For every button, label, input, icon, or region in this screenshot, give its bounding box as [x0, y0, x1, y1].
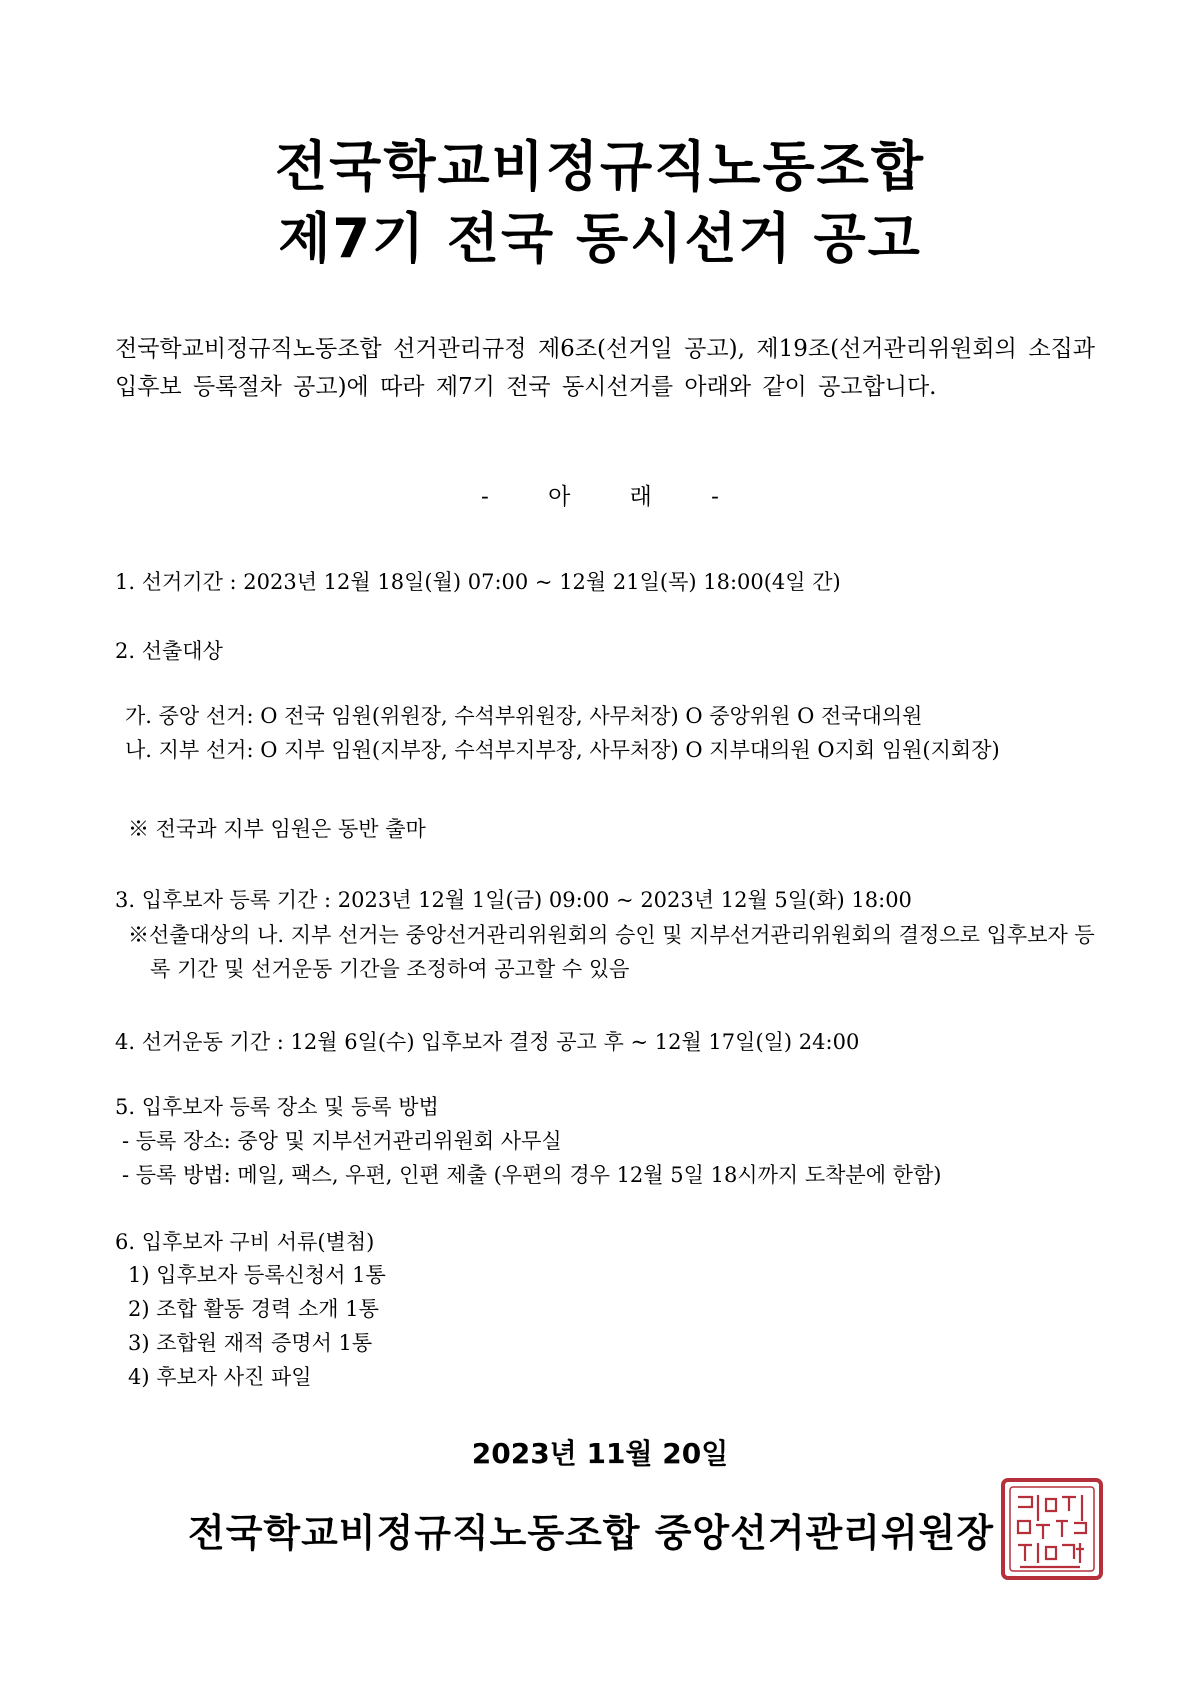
item-docs-heading: 6. 입후보자 구비 서류(별첨): [115, 1230, 375, 1254]
doc-item: 1) 입후보자 등록신청서 1통: [128, 1263, 386, 1287]
doc-item: 3) 조합원 재적 증명서 1통: [128, 1331, 373, 1355]
item-target-central: 가. 중앙 선거: O 전국 임원(위원장, 수석부위원장, 사무처장) O 중앙위원 O 전국대의원: [125, 704, 923, 728]
signature-line: 전국학교비정규직노동조합 중앙선거관리위원장: [188, 1511, 995, 1555]
item-method: - 등록 방법: 메일, 팩스, 우편, 인편 제출 (우편의 경우 12월 5일 18시까지 도착분에 한함): [122, 1163, 942, 1187]
item-place-heading: 5. 입후보자 등록 장소 및 등록 방법: [115, 1095, 439, 1119]
document-title-line2: 제7기 전국 동시선거 공고: [278, 207, 922, 270]
item-target-heading: 2. 선출대상: [115, 639, 223, 663]
item-registration-note: ※선출대상의 나. 지부 선거는 중앙선거관리위원회의 승인 및 지부선거관리위원회의 결정으로 입후보자 등록 기간 및 선거운동 기간을 조정하여 공고할 수 있음: [128, 923, 1095, 981]
announcement-date: 2023년 11월 20일: [471, 1437, 729, 1470]
section-marker: - 아 래 -: [481, 484, 719, 510]
item-campaign-period: 4. 선거운동 기간 : 12월 6일(수) 입후보자 결정 공고 후 ~ 12월 17일(일) 24:00: [115, 1030, 860, 1054]
item-registration-period: 3. 입후보자 등록 기간 : 2023년 12월 1일(금) 09:00 ~ 2023년 12월 5일(화) 18:00: [115, 888, 912, 912]
item-place: - 등록 장소: 중앙 및 지부선거관리위원회 사무실: [122, 1129, 562, 1153]
document-title-line1: 전국학교비정규직노동조합: [275, 135, 925, 198]
item-target-branch: 나. 지부 선거: O 지부 임원(지부장, 수석부지부장, 사무처장) O 지부대의원 O지회 임원(지회장): [125, 738, 1000, 762]
doc-item: 4) 후보자 사진 파일: [128, 1365, 312, 1389]
item-election-period: 1. 선거기간 : 2023년 12월 18일(월) 07:00 ~ 12월 21일(목) 18:00(4일 간): [115, 570, 841, 594]
item-target-note: ※ 전국과 지부 임원은 동반 출마: [128, 817, 426, 841]
intro-paragraph: 전국학교비정규직노동조합 선거관리규정 제6조(선거일 공고), 제19조(선거관리위원회의 소집과 입후보 등록절차 공고)에 따라 제7기 전국 동시선거를 아래와 같이 공고합니다.: [115, 336, 1095, 400]
official-seal-icon: [1000, 1477, 1104, 1581]
doc-item: 2) 조합 활동 경력 소개 1통: [128, 1297, 379, 1321]
